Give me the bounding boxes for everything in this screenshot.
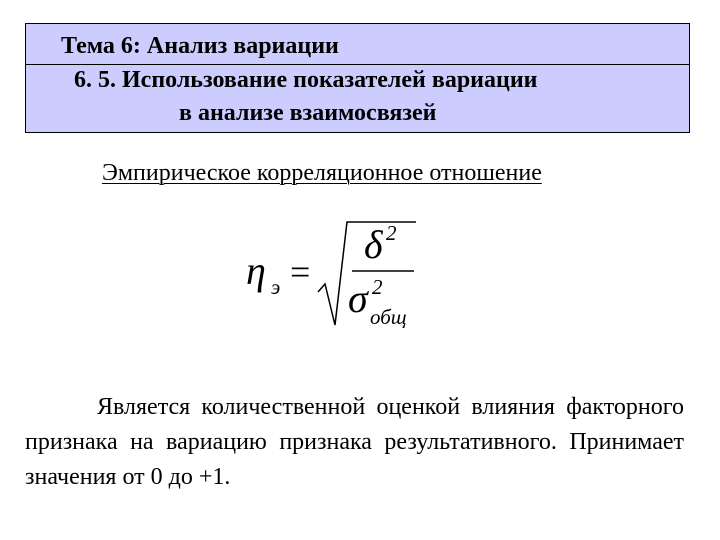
- sigma-symbol: σ: [348, 276, 368, 321]
- section-title-continued: в анализе взаимосвязей: [179, 100, 437, 126]
- delta-symbol: δ: [364, 222, 383, 267]
- sigma-power: 2: [372, 275, 383, 299]
- slide-header: [25, 23, 690, 133]
- sigma-subscript: общ: [370, 305, 407, 329]
- equals-sign: =: [290, 252, 311, 292]
- eta-symbol: η: [246, 248, 266, 293]
- description-text: Является количественной оценкой влияния факторного признака на вариацию признака результативного. Принимает значения от 0 до +1.: [25, 394, 684, 490]
- correlation-ratio-formula: [238, 210, 438, 340]
- eta-subscript: э: [271, 275, 281, 299]
- header-divider: [26, 64, 689, 65]
- delta-power: 2: [386, 221, 397, 245]
- description-block: [25, 390, 684, 495]
- formula-caption: Эмпирическое корреляционное отношение: [102, 160, 542, 186]
- section-title: 6. 5. Использование показателей вариации: [74, 67, 538, 93]
- topic-title: Тема 6: Анализ вариации: [61, 33, 339, 59]
